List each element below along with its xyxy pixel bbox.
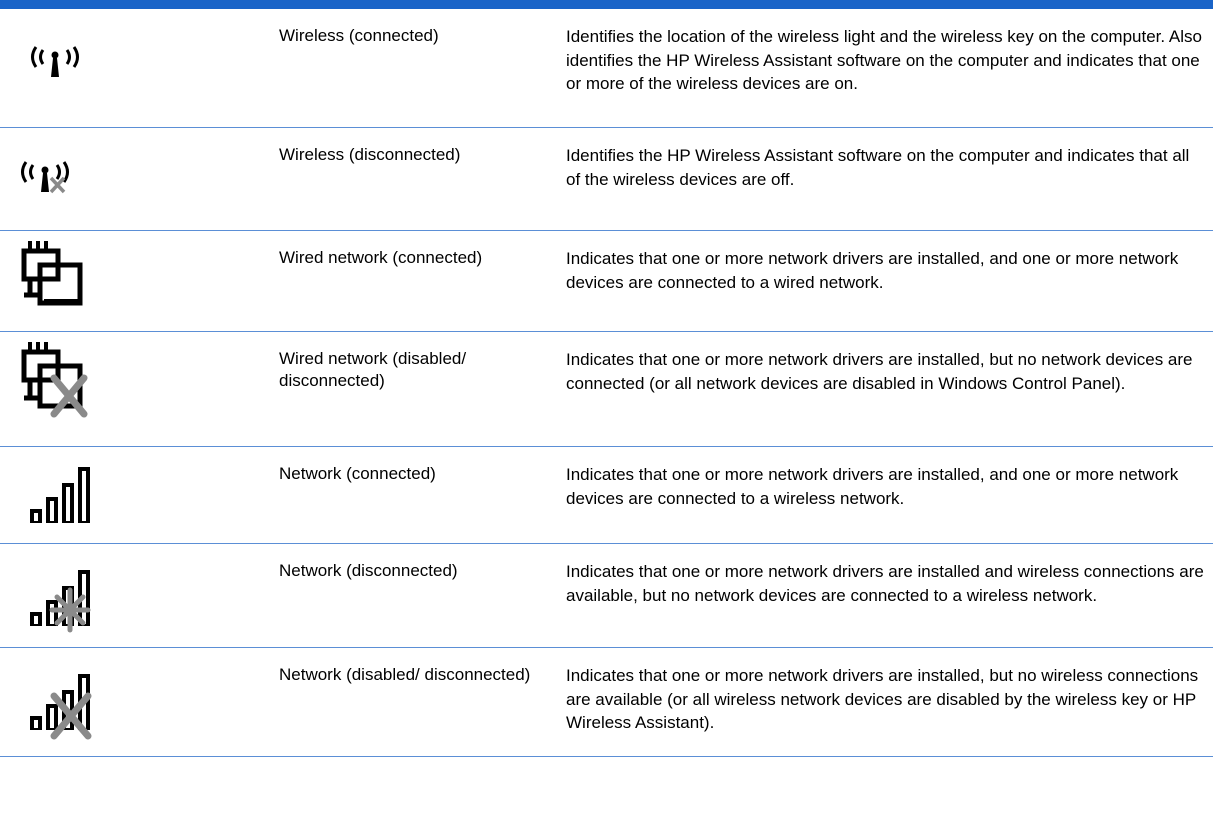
table-row — [0, 231, 1213, 332]
table-row — [0, 332, 1213, 447]
row-name: Wired network (connected) — [279, 248, 483, 267]
row-description: Identifies the HP Wireless Assistant software on the computer and indicates that all of the wireless devices are off. — [566, 146, 1190, 189]
network-connected-icon — [14, 453, 124, 533]
row-description: Indicates that one or more network drivers are installed and wireless connections are available, but no network devices are connected to a wireless network. — [566, 562, 1204, 605]
table-row — [0, 544, 1213, 648]
row-name: Wired network (disabled/ disconnected) — [279, 349, 467, 390]
wireless-disconnected-icon — [14, 134, 124, 214]
row-name: Network (disconnected) — [279, 561, 458, 580]
row-description: Indicates that one or more network drivers are installed, and one or more network devices are connected to a wired network. — [566, 249, 1179, 292]
table-row — [0, 648, 1213, 757]
network-disconnected-icon — [14, 550, 124, 630]
network-disabled-icon — [14, 654, 124, 734]
row-description: Identifies the location of the wireless light and the wireless key on the computer. Also identifies the HP Wireless Assistant software on the computer and indicates that one or more of the wireless devices are on. — [566, 27, 1202, 93]
table-row — [0, 9, 1213, 128]
row-description: Indicates that one or more network drivers are installed, and one or more network devices are connected to a wireless network. — [566, 465, 1179, 508]
row-description: Indicates that one or more network drivers are installed, but no network devices are connected (or all network devices are disabled in Windows Control Panel). — [566, 350, 1193, 393]
row-name: Wireless (connected) — [279, 26, 439, 45]
row-name: Network (connected) — [279, 464, 436, 483]
wired-network-connected-icon — [14, 237, 124, 317]
row-name: Wireless (disconnected) — [279, 145, 461, 164]
wired-network-disabled-icon — [14, 338, 124, 418]
wireless-connected-icon — [14, 15, 124, 95]
header-accent-bar — [0, 0, 1213, 9]
row-name: Network (disabled/ disconnected) — [279, 665, 531, 684]
row-description: Indicates that one or more network drivers are installed, but no wireless connections are available (or all wireless network devices are disabled by the wireless key or HP Wireless Assistant). — [566, 666, 1199, 732]
table-row — [0, 447, 1213, 544]
table-row — [0, 128, 1213, 231]
